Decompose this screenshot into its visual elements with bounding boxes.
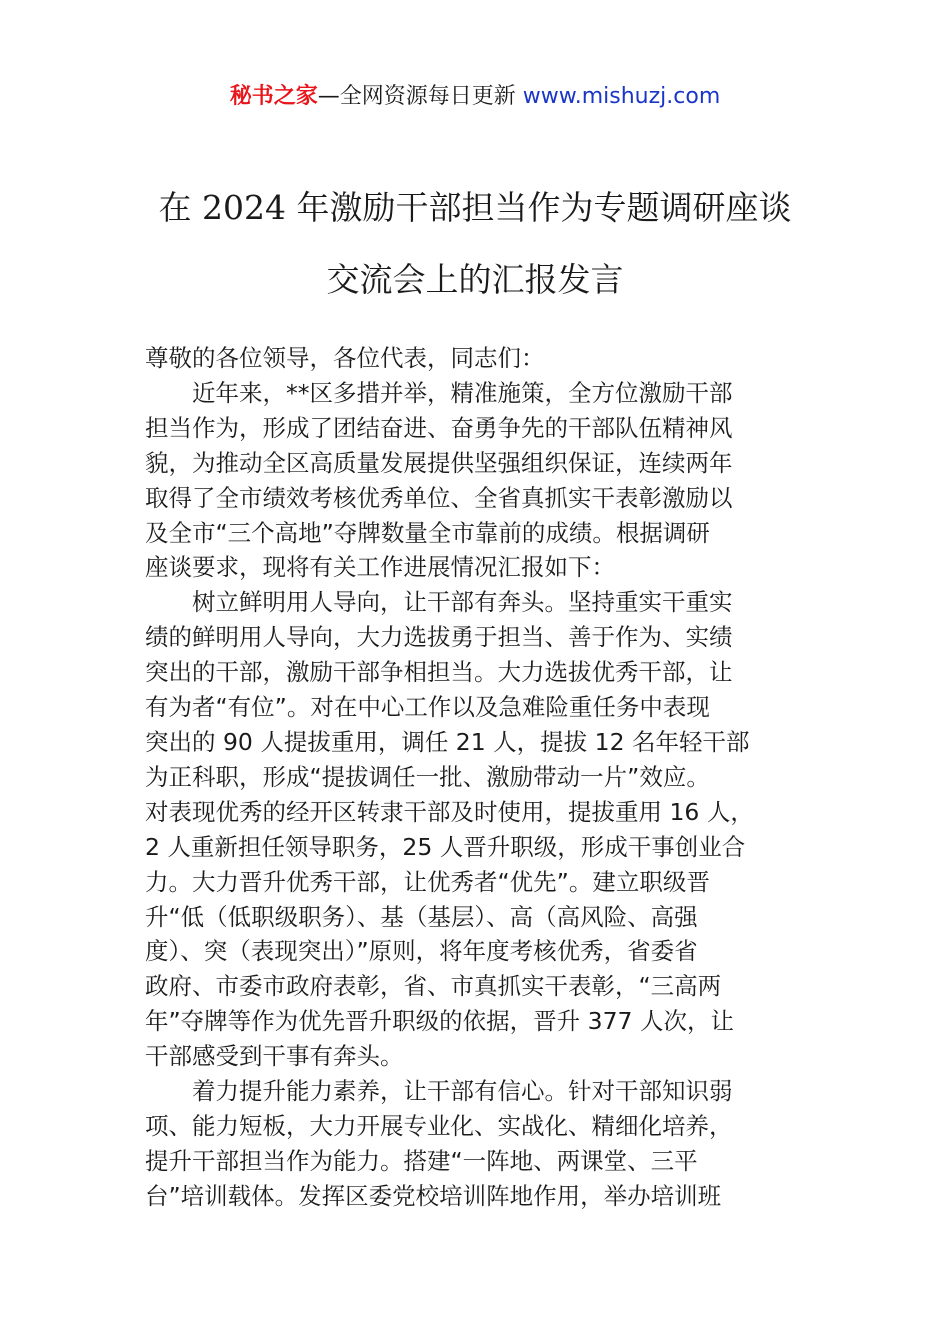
body-line: 对表现优秀的经开区转隶干部及时使用，提拔重用 16 人，: [145, 797, 754, 826]
body-line: 尊敬的各位领导，各位代表，同志们：: [145, 344, 545, 372]
body-line: 突出的干部，激励干部争相担当。大力选拔优秀干部，让: [145, 658, 733, 687]
body-line: 取得了全市绩效考核优秀单位、全省真抓实干表彰激励以: [145, 483, 733, 512]
body-line: 貌，为推动全区高质量发展提供坚强组织保证，连续两年: [145, 448, 733, 477]
body-line: 近年来，**区多措并举，精准施策，全方位激励干部: [145, 378, 733, 407]
brand-name: 秘书之家: [229, 84, 318, 109]
body-line: 有为者“有位”。对在中心工作以及急难险重任务中表现: [145, 693, 710, 722]
body-line: 担当作为，形成了团结奋进、奋勇争先的干部队伍精神风: [145, 413, 733, 442]
document-title-line-1: 在 2024 年激励干部担当作为专题调研座谈: [158, 188, 792, 227]
body-line: 突出的 90 人提拔重用，调任 21 人，提拔 12 名年轻干部: [145, 727, 750, 756]
body-line: 项、能力短板，大力开展专业化、实战化、精细化培养，: [145, 1111, 733, 1140]
body-line: 年”夺牌等作为优先晋升职级的依据，晋升 377 人次，让: [145, 1007, 734, 1036]
body-line: 树立鲜明用人导向，让干部有奔头。坚持重实干重实: [145, 588, 733, 617]
body-line: 干部感受到干事有奔头。: [145, 1042, 404, 1071]
body-line: 提升干部担当作为能力。搭建“一阵地、两课堂、三平: [145, 1146, 698, 1175]
body-line: 座谈要求，现将有关工作进展情况汇报如下：: [145, 553, 615, 582]
body-line: 政府、市委市政府表彰，省、市真抓实干表彰，“三高两: [145, 972, 722, 1001]
header-tagline: —全网资源每日更新: [317, 84, 523, 109]
body-line: 升“低（低职级职务）、基（基层）、高（高风险、高强: [145, 902, 698, 931]
body-line: 着力提升能力素养，让干部有信心。针对干部知识弱: [145, 1077, 733, 1106]
body-line: 2 人重新担任领导职务，25 人晋升职级，形成干事创业合: [145, 832, 746, 861]
document-title-line-2: 交流会上的汇报发言: [326, 260, 624, 299]
site-header: [0, 82, 950, 112]
body-line: 及全市“三个高地”夺牌数量全市靠前的成绩。根据调研: [145, 518, 710, 547]
body-line: 台”培训载体。发挥区委党校培训阵地作用，举办培训班: [145, 1181, 722, 1210]
body-line: 为正科职，形成“提拔调任一批、激励带动一片”效应。: [145, 762, 710, 791]
website-link[interactable]: www.mishuzj.com: [522, 84, 721, 109]
document-body: [145, 341, 835, 1214]
body-line: 力。大力晋升优秀干部，让优秀者“优先”。建立职级晋: [145, 867, 710, 896]
body-line: 绩的鲜明用人导向，大力选拔勇于担当、善于作为、实绩: [145, 623, 733, 652]
body-line: 度）、突（表现突出）”原则，将年度考核优秀，省委省: [145, 937, 698, 966]
